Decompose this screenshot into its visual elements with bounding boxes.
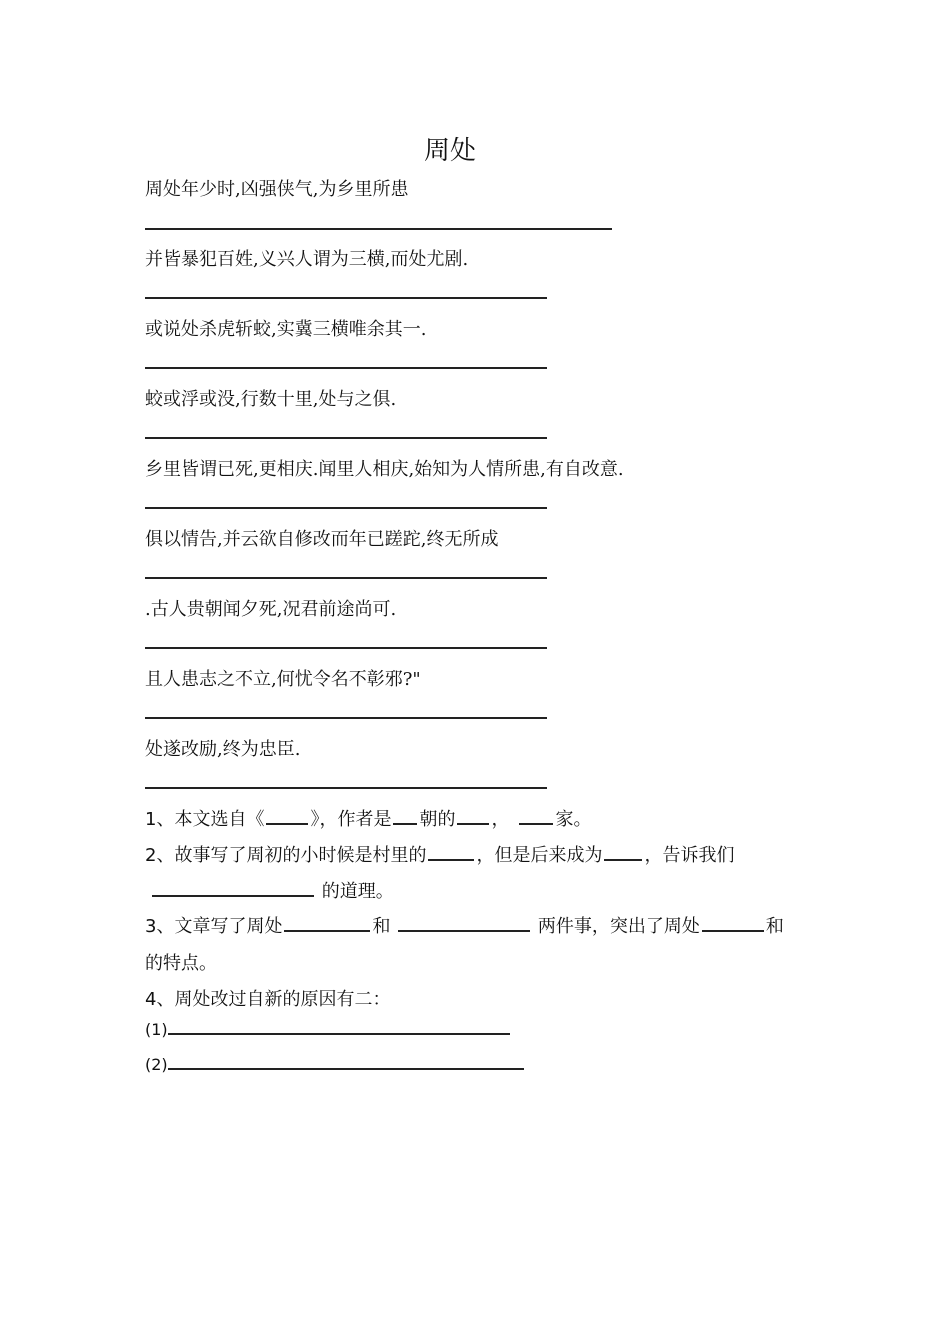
fill-blank[interactable]	[266, 822, 308, 825]
question-3: 3、文章写了周处 和 两件事，突出了周处 和	[145, 916, 784, 937]
answer-line-7	[145, 647, 547, 649]
passage-line-5: 乡里皆谓已死,更相庆.闻里人相庆,始知为人情所患,有自改意.	[145, 459, 624, 480]
fill-blank[interactable]	[702, 929, 764, 932]
fill-blank[interactable]	[457, 822, 489, 825]
answer-line-2	[145, 297, 547, 299]
fill-blank[interactable]	[152, 894, 314, 897]
page-title: 周处	[423, 136, 476, 166]
answer-line-5	[145, 507, 547, 509]
question-4: 4、周处改过自新的原因有二：	[145, 989, 391, 1010]
passage-line-4: 蛟或浮或没,行数十里,处与之俱.	[145, 389, 397, 410]
passage-line-1: 周处年少时,凶强侠气,为乡里所患	[145, 179, 409, 200]
passage-line-9: 处遂改励,终为忠臣.	[145, 739, 301, 760]
passage-line-7: .古人贵朝闻夕死,况君前途尚可.	[145, 599, 397, 620]
fill-blank[interactable]	[428, 858, 474, 861]
passage-line-6: 俱以情告,并云欲自修改而年已蹉跎,终无所成	[145, 529, 499, 550]
fill-blank[interactable]	[604, 858, 642, 861]
question-4-item-2: (2)	[145, 1055, 524, 1074]
fill-blank[interactable]	[284, 929, 370, 932]
question-2: 2、故事写了周初的小时候是村里的 ，但是后来成为 ，告诉我们	[145, 845, 735, 866]
answer-line-8	[145, 717, 547, 719]
question-2-cont: 的道理。	[152, 877, 394, 903]
fill-blank[interactable]	[168, 1067, 524, 1070]
answer-line-3	[145, 367, 547, 369]
passage-line-3: 或说处杀虎斩蛟,实冀三横唯余其一.	[145, 319, 427, 340]
fill-blank[interactable]	[393, 822, 417, 825]
fill-blank[interactable]	[168, 1032, 510, 1035]
answer-line-1	[145, 228, 612, 230]
passage-line-2: 并皆暴犯百姓,义兴人谓为三横,而处尤剧.	[145, 249, 469, 270]
question-3-cont: 的特点。	[145, 953, 217, 974]
answer-line-6	[145, 577, 547, 579]
fill-blank[interactable]	[398, 929, 530, 932]
question-4-item-1: (1)	[145, 1020, 510, 1039]
answer-line-9	[145, 787, 547, 789]
question-1: 1、本文选自《 》，作者是 朝的 ， 家。	[145, 809, 592, 830]
passage-line-8: 且人患志之不立,何忧令名不彰邪?"	[145, 669, 421, 690]
fill-blank[interactable]	[519, 822, 553, 825]
answer-line-4	[145, 437, 547, 439]
